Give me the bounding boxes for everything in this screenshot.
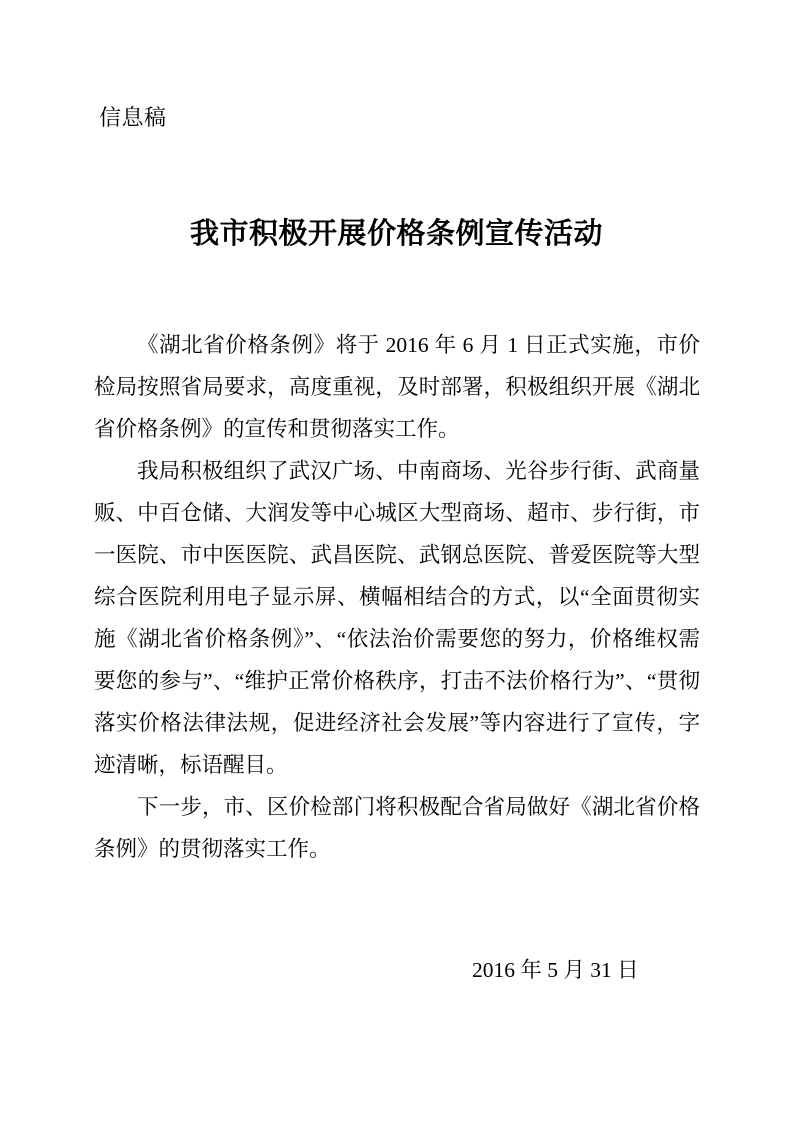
paragraph: 我局积极组织了武汉广场、中南商场、光谷步行街、武商量贩、中百仓储、大润发等中心城区大型商场、超市、步行街，市一医院、市中医医院、武昌医院、武钢总医院、普爱医院等大型综合医院利用电子显示屏、横幅相结合的方式，以“全面贯彻实施《湖北省价格条例》”、“依法治价需要您的努力，价格维权需要您的参与”、“维护正常价格秩序，打击不法价格行为”、“贯彻落实价格法律法规，促进经济社会发展”等内容进行了宣传，字迹清晰，标语醒目。 [94, 459, 700, 777]
paragraph: 下一步，市、区价检部门将积极配合省局做好《湖北省价格条例》的贯彻落实工作。 [94, 795, 700, 861]
page-title: 我市积极开展价格条例宣传活动 [189, 218, 603, 250]
doc-label: 信息稿 [99, 105, 167, 130]
document-body [94, 324, 700, 870]
paragraph: 《湖北省价格条例》将于 2016 年 6 月 1 日正式实施，市价检局按照省局要求，高度重视，及时部署，积极组织开展《湖北省价格条例》的宣传和贯彻落实工作。 [94, 333, 700, 441]
document-date: 2016 年 5 月 31 日 [472, 958, 639, 982]
